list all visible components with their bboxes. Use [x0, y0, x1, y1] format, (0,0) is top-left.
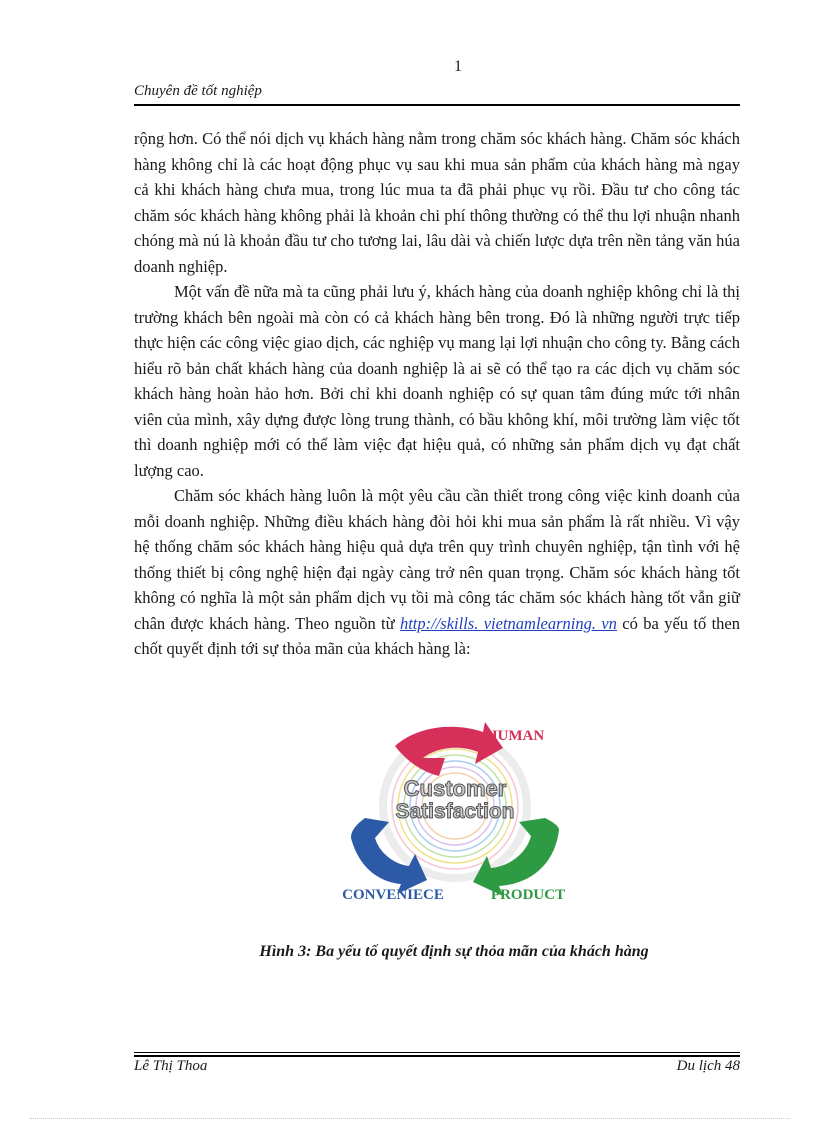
page-number: 1 [454, 58, 462, 75]
label-human: HUMAN [485, 728, 545, 744]
header-rule [134, 104, 740, 106]
footer-rule-thick [134, 1055, 740, 1057]
figure-caption: Hình 3: Ba yếu tố quyết định sự thỏa mãn của khách hàng [259, 943, 649, 960]
footer-author: Lê Thị Thoa [134, 1058, 208, 1074]
paragraph-2: Một vấn đề nữa mà ta cũng phải lưu ý, khách hàng của doanh nghiệp không chỉ là thị trường khách bên ngoài mà còn có cả khách hàng bên trong. Đó là những người trực tiếp thực hiện các công việc giao dịch, các nghiệp vụ mang lại lợi nhuận cho công ty. Bằng cách hiểu rõ bản chất khách hàng của doanh nghiệp là ai sẽ có thể tạo ra các dịch vụ chăm sóc khách hàng hoàn hảo hơn. Bởi chỉ khi doanh nghiệp có sự quan tâm đúng mức tới nhân viên của mình, xây dựng được lòng trung thành, có bầu không khí, môi trường làm việc tốt thì doanh nghiệp mới có thể làm việc đạt hiệu quả, có những sản phẩm dịch vụ đạt chất lượng cao. [134, 282, 740, 480]
center-text-satisfaction: Satisfaction [395, 800, 515, 823]
paragraph-1: rộng hơn. Có thể nói dịch vụ khách hàng nằm trong chăm sóc khách hàng. Chăm sóc khách hàng không chỉ là các hoạt động phục vụ sau khi mua sản phẩm của khách hàng mà ngay cả khi khách hàng chưa mua, trong lúc mua ta đã phải phục vụ rồi. Đầu tư cho công tác chăm sóc khách hàng không phải là khoản chi phí thông thường có thể thu lợi nhuận nhanh chóng mà nú là khoản đầu tư cho tương lai, lâu dài và chiến lược dựa trên nền tảng văn húa doanh nghiệp. [134, 129, 740, 276]
label-product: PRODUCT [490, 887, 566, 903]
source-link[interactable]: http://skills. vietnamlearning. vn [399, 613, 617, 633]
footer-class: Du lịch 48 [676, 1058, 740, 1074]
center-text-customer: Customer [403, 776, 507, 801]
label-convenience: CONVENIECE [342, 887, 444, 903]
header-title: Chuyên đề tốt nghiệp [134, 83, 262, 99]
body-text [134, 126, 740, 662]
customer-satisfaction-figure [335, 718, 575, 918]
paragraph-3 [134, 483, 740, 662]
satisfaction-diagram [335, 718, 575, 918]
paragraph-3-tail: có ba yếu tố then chốt quyết định tới sự thỏa mãn của khách hàng là: [134, 613, 741, 658]
paragraph-3-lead: Chăm sóc khách hàng luôn là một yêu cầu cần thiết trong công việc kinh doanh của mỗi doanh nghiệp. Những điều khách hàng đòi hỏi khi mua sản phẩm là rất nhiều. Vì vậy hệ thống chăm sóc khách hàng hiệu quả dựa trên quy trình chuyên nghiệp, tận tình với hệ thống thiết bị công nghệ hiện đại ngày càng trở nên quan trọng. Chăm sóc khách hàng tốt không có nghĩa là một sản phẩm dịch vụ tồi mà công tác chăm sóc khách hàng tốt vẫn giữ chân được khách hàng. Theo nguồn từ [134, 486, 740, 633]
footer-rule [134, 1052, 740, 1053]
page-edge-divider [30, 1118, 790, 1119]
